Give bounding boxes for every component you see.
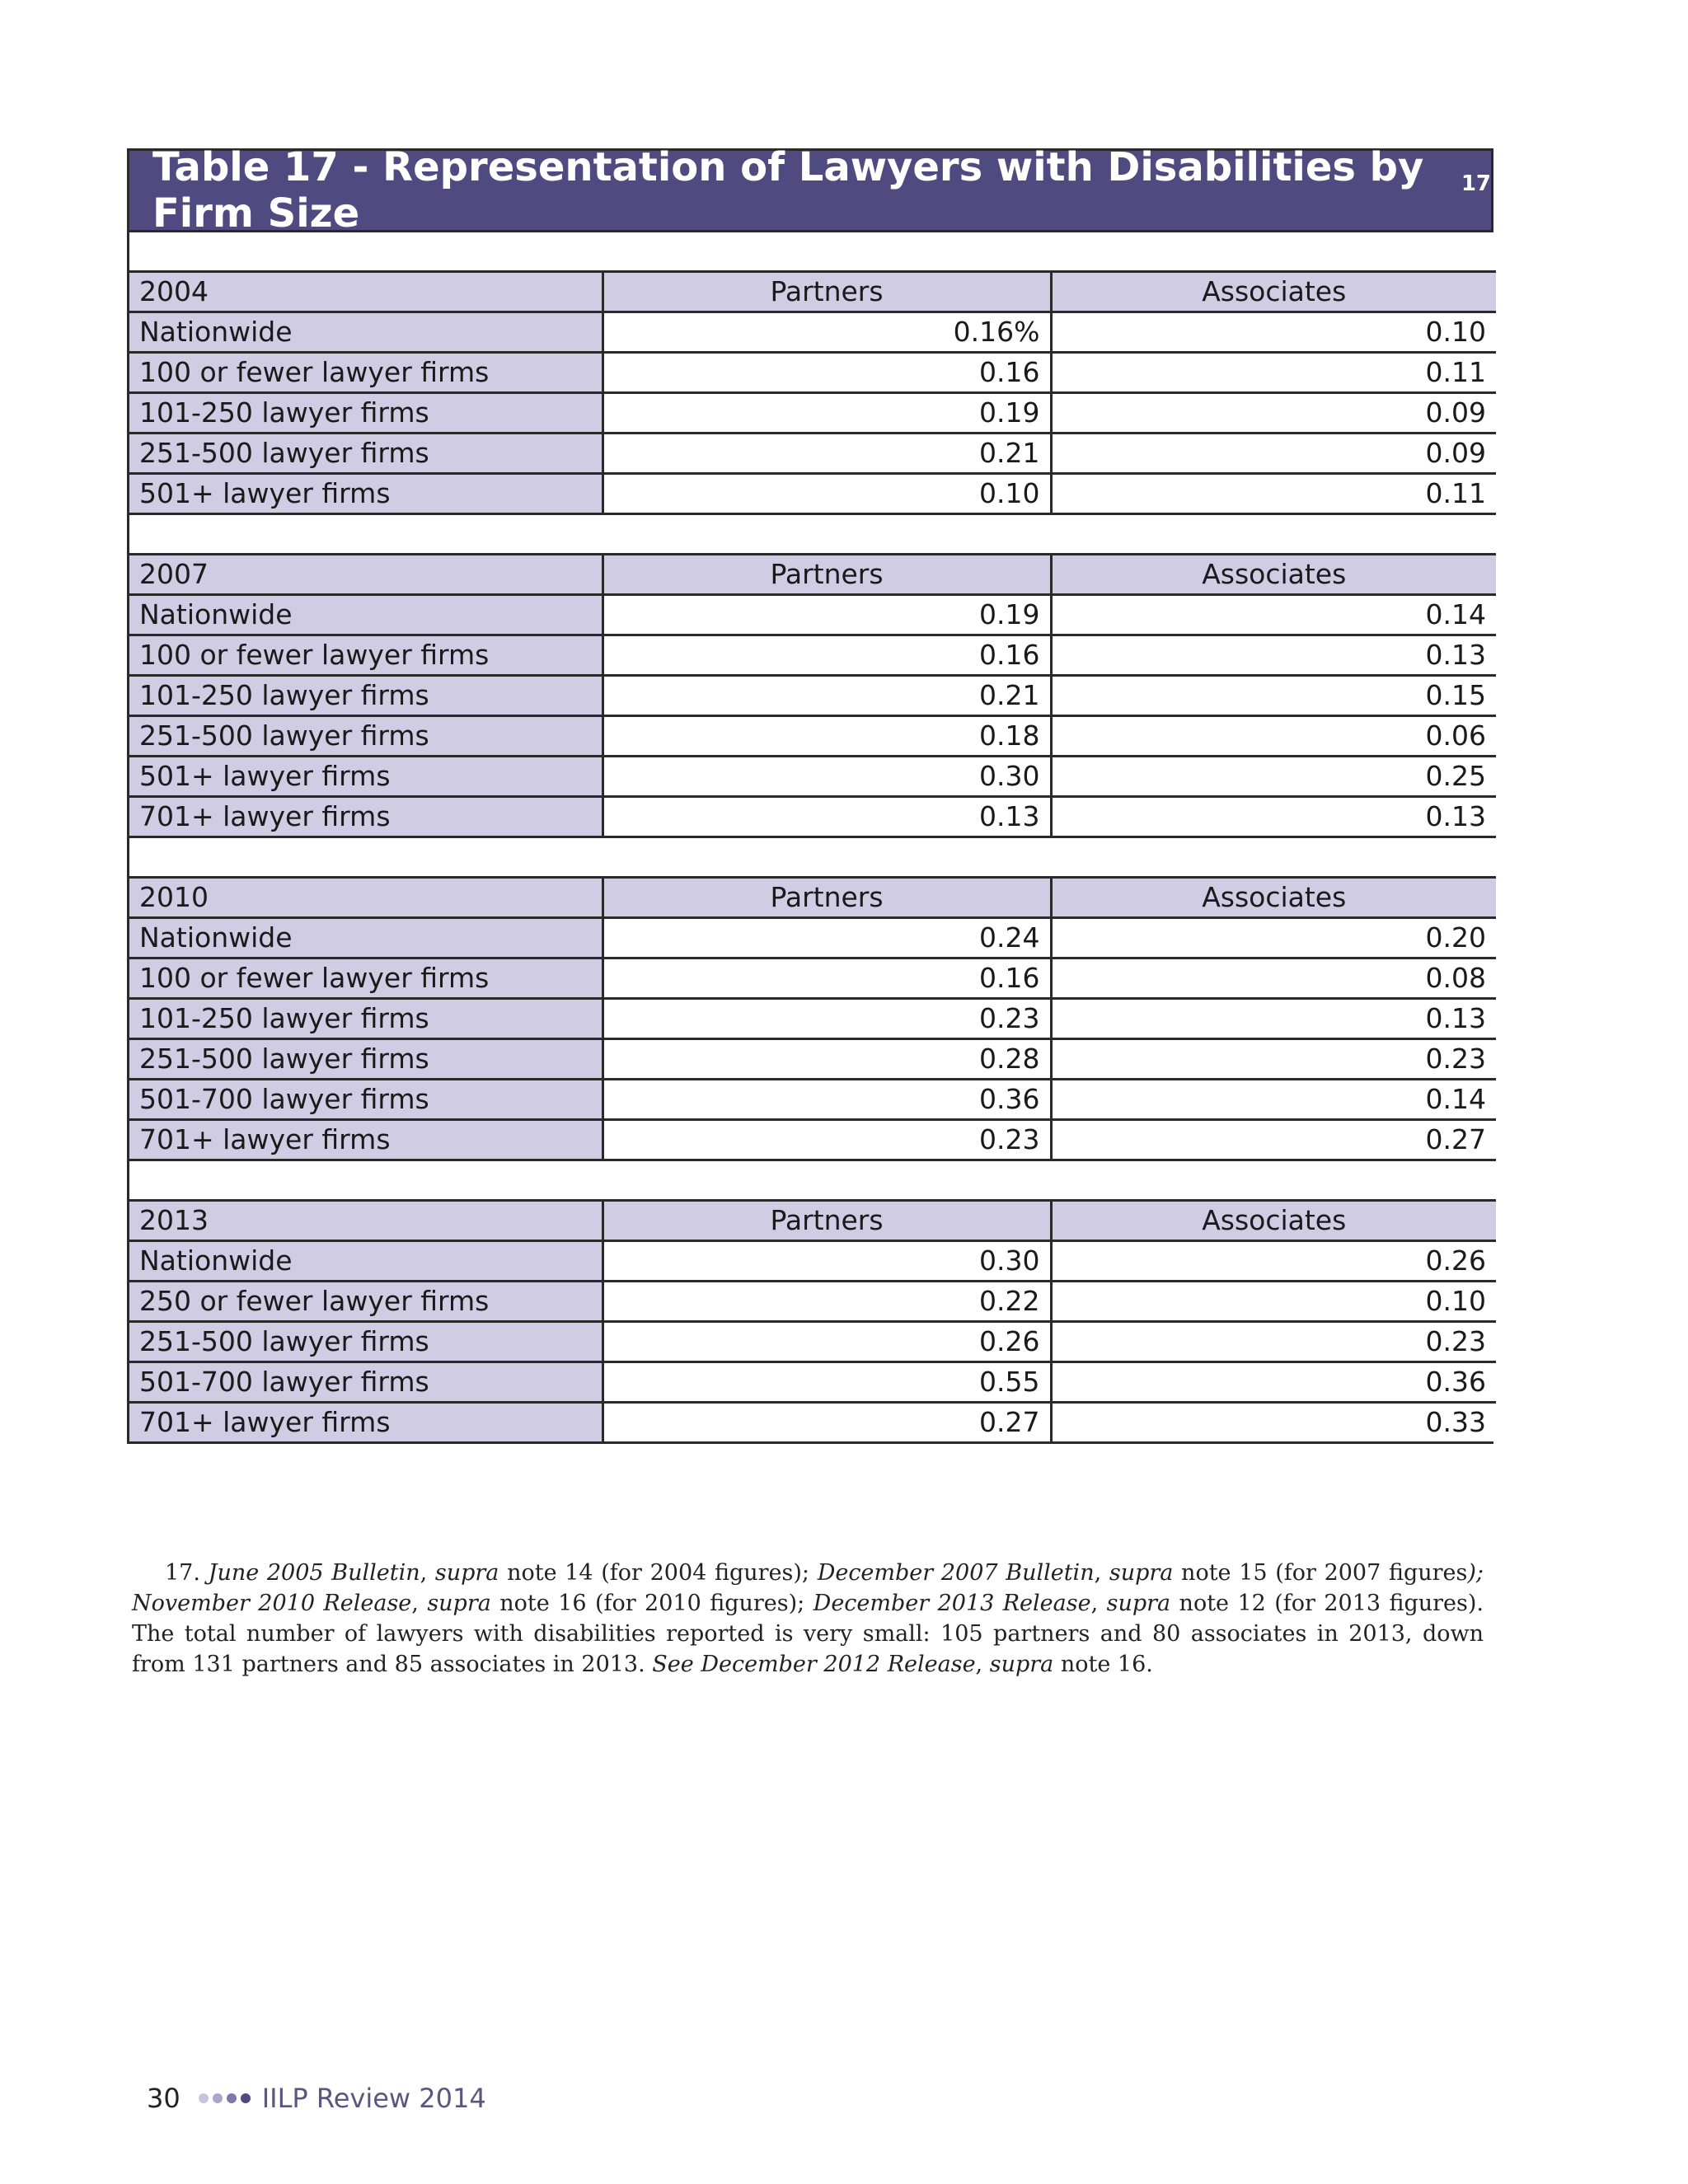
footnote-citation: supra <box>989 1652 1054 1677</box>
partners-value: 0.16% <box>603 312 1051 353</box>
table-row <box>129 1241 1496 1282</box>
row-label: 250 or fewer lawyer firms <box>129 1282 603 1322</box>
section-header-row <box>129 272 1496 312</box>
table-row <box>129 1039 1496 1080</box>
table-row <box>129 757 1496 797</box>
table-row <box>129 353 1496 393</box>
footnote-citation: ); November 2010 Release <box>132 1560 1484 1616</box>
row-label: 101-250 lawyer firms <box>129 999 603 1039</box>
spacer-cell <box>129 514 1496 555</box>
associates-value: 0.36 <box>1051 1362 1496 1403</box>
column-header-associates: Associates <box>1051 272 1496 312</box>
row-label: 100 or fewer lawyer firms <box>129 958 603 999</box>
table-row <box>129 393 1496 434</box>
section-header-row <box>129 1201 1496 1241</box>
associates-value: 0.15 <box>1051 676 1496 716</box>
associates-value: 0.14 <box>1051 1080 1496 1120</box>
partners-value: 0.30 <box>603 757 1051 797</box>
table-row <box>129 1080 1496 1120</box>
publication-name: IILP Review 2014 <box>261 2083 486 2114</box>
row-label: 251-500 lawyer firms <box>129 1322 603 1362</box>
footer-dot-icon <box>199 2093 209 2103</box>
row-label: 701+ lawyer firms <box>129 1403 603 1442</box>
section-header-row <box>129 555 1496 595</box>
table-row <box>129 958 1496 999</box>
table-row <box>129 312 1496 353</box>
associates-value: 0.27 <box>1051 1120 1496 1160</box>
footnote-citation: supra <box>1109 1560 1174 1586</box>
table-row <box>129 595 1496 635</box>
partners-value: 0.19 <box>603 393 1051 434</box>
section-year: 2007 <box>129 555 603 595</box>
partners-value: 0.10 <box>603 474 1051 514</box>
column-header-partners: Partners <box>603 555 1051 595</box>
footnote-citation: December 2007 Bulletin <box>817 1560 1095 1586</box>
row-label: 101-250 lawyer firms <box>129 393 603 434</box>
section-year: 2010 <box>129 878 603 918</box>
table-row <box>129 797 1496 837</box>
associates-value: 0.11 <box>1051 353 1496 393</box>
spacer-row <box>129 837 1496 878</box>
row-label: 101-250 lawyer firms <box>129 676 603 716</box>
partners-value: 0.22 <box>603 1282 1051 1322</box>
associates-value: 0.11 <box>1051 474 1496 514</box>
partners-value: 0.19 <box>603 595 1051 635</box>
section-header-row <box>129 878 1496 918</box>
associates-value: 0.23 <box>1051 1039 1496 1080</box>
footer-dot-icon <box>241 2093 251 2103</box>
associates-value: 0.08 <box>1051 958 1496 999</box>
row-label: Nationwide <box>129 918 603 958</box>
spacer-cell <box>129 1160 1496 1201</box>
associates-value: 0.09 <box>1051 434 1496 474</box>
associates-value: 0.13 <box>1051 797 1496 837</box>
associates-value: 0.06 <box>1051 716 1496 757</box>
footnote-citation: supra <box>427 1591 491 1616</box>
row-label: 501-700 lawyer firms <box>129 1362 603 1403</box>
associates-value: 0.26 <box>1051 1241 1496 1282</box>
footnote-citation: December 2013 Release <box>813 1591 1091 1616</box>
row-label: 100 or fewer lawyer firms <box>129 353 603 393</box>
row-label: Nationwide <box>129 312 603 353</box>
row-label: Nationwide <box>129 595 603 635</box>
partners-value: 0.28 <box>603 1039 1051 1080</box>
associates-value: 0.33 <box>1051 1403 1496 1442</box>
footnote-citation: supra <box>434 1560 499 1586</box>
footer-dots-decoration <box>199 2093 251 2103</box>
footnote-text: , <box>975 1652 990 1677</box>
associates-value: 0.09 <box>1051 393 1496 434</box>
row-label: 501+ lawyer firms <box>129 474 603 514</box>
page-footer <box>147 2083 486 2114</box>
associates-value: 0.10 <box>1051 1282 1496 1322</box>
partners-value: 0.18 <box>603 716 1051 757</box>
spacer-row <box>129 232 1496 272</box>
partners-value: 0.27 <box>603 1403 1051 1442</box>
column-header-partners: Partners <box>603 1201 1051 1241</box>
spacer-cell <box>129 232 1496 272</box>
partners-value: 0.21 <box>603 676 1051 716</box>
row-label: Nationwide <box>129 1241 603 1282</box>
footer-dot-icon <box>213 2093 223 2103</box>
table-body <box>129 232 1496 1441</box>
row-label: 701+ lawyer firms <box>129 797 603 837</box>
partners-value: 0.16 <box>603 353 1051 393</box>
row-label: 501-700 lawyer firms <box>129 1080 603 1120</box>
spacer-row <box>129 514 1496 555</box>
footnote-text: note 15 (for 2007 figures <box>1173 1560 1468 1586</box>
partners-value: 0.13 <box>603 797 1051 837</box>
footnote-text: , <box>420 1560 435 1586</box>
table-row <box>129 1403 1496 1442</box>
partners-value: 0.21 <box>603 434 1051 474</box>
partners-value: 0.24 <box>603 918 1051 958</box>
column-header-partners: Partners <box>603 272 1051 312</box>
partners-value: 0.26 <box>603 1322 1051 1362</box>
associates-value: 0.20 <box>1051 918 1496 958</box>
footnote <box>132 1558 1484 1680</box>
associates-value: 0.13 <box>1051 999 1496 1039</box>
associates-value: 0.23 <box>1051 1322 1496 1362</box>
partners-value: 0.16 <box>603 958 1051 999</box>
table-title-footnote-ref: 17 <box>1461 171 1491 196</box>
section-year: 2013 <box>129 1201 603 1241</box>
table-row <box>129 716 1496 757</box>
table-row <box>129 999 1496 1039</box>
partners-value: 0.23 <box>603 999 1051 1039</box>
table-row <box>129 1362 1496 1403</box>
partners-value: 0.55 <box>603 1362 1051 1403</box>
page-number: 30 <box>147 2083 181 2114</box>
table-row <box>129 1120 1496 1160</box>
row-label: 251-500 lawyer firms <box>129 716 603 757</box>
spacer-row <box>129 1160 1496 1201</box>
table-row <box>129 434 1496 474</box>
footnote-citation: June 2005 Bulletin <box>208 1560 420 1586</box>
table-row <box>129 1322 1496 1362</box>
table-row <box>129 474 1496 514</box>
row-label: 701+ lawyer firms <box>129 1120 603 1160</box>
partners-value: 0.16 <box>603 635 1051 676</box>
associates-value: 0.13 <box>1051 635 1496 676</box>
column-header-partners: Partners <box>603 878 1051 918</box>
row-label: 251-500 lawyer firms <box>129 434 603 474</box>
footnote-text: note 14 (for 2004 figures); <box>499 1560 818 1586</box>
section-year: 2004 <box>129 272 603 312</box>
associates-value: 0.14 <box>1051 595 1496 635</box>
table-title-text: Table 17 - Representation of Lawyers with Disabilities by Firm Size <box>152 144 1424 237</box>
partners-value: 0.36 <box>603 1080 1051 1120</box>
footnote-text: note 16. <box>1053 1652 1153 1677</box>
table-row <box>129 918 1496 958</box>
table-row <box>129 676 1496 716</box>
table-row <box>129 635 1496 676</box>
row-label: 100 or fewer lawyer firms <box>129 635 603 676</box>
footnote-text: , <box>1094 1560 1109 1586</box>
data-table <box>127 144 1493 1444</box>
footnote-text: note 12 (for 2013 figures). The total number of lawyers with disabilities reported is very small: 105 partners and 80 associates in 2013, down from 131 partners and 85 associates in 2013. <box>132 1591 1484 1677</box>
associates-value: 0.10 <box>1051 312 1496 353</box>
column-header-associates: Associates <box>1051 1201 1496 1241</box>
footer-dot-icon <box>227 2093 237 2103</box>
footnote-number: 17. <box>165 1560 200 1586</box>
row-label: 251-500 lawyer firms <box>129 1039 603 1080</box>
footnote-text: , <box>411 1591 428 1616</box>
associates-value: 0.25 <box>1051 757 1496 797</box>
partners-value: 0.30 <box>603 1241 1051 1282</box>
footnote-text: , <box>1090 1591 1107 1616</box>
table-title <box>129 144 1491 237</box>
spacer-cell <box>129 837 1496 878</box>
footnote-citation: See December 2012 Release <box>652 1652 976 1677</box>
table-row <box>129 1282 1496 1322</box>
row-label: 501+ lawyer firms <box>129 757 603 797</box>
footnote-citation: supra <box>1106 1591 1171 1616</box>
column-header-associates: Associates <box>1051 555 1496 595</box>
footnote-text: note 16 (for 2010 figures); <box>490 1591 814 1616</box>
column-header-associates: Associates <box>1051 878 1496 918</box>
partners-value: 0.23 <box>603 1120 1051 1160</box>
